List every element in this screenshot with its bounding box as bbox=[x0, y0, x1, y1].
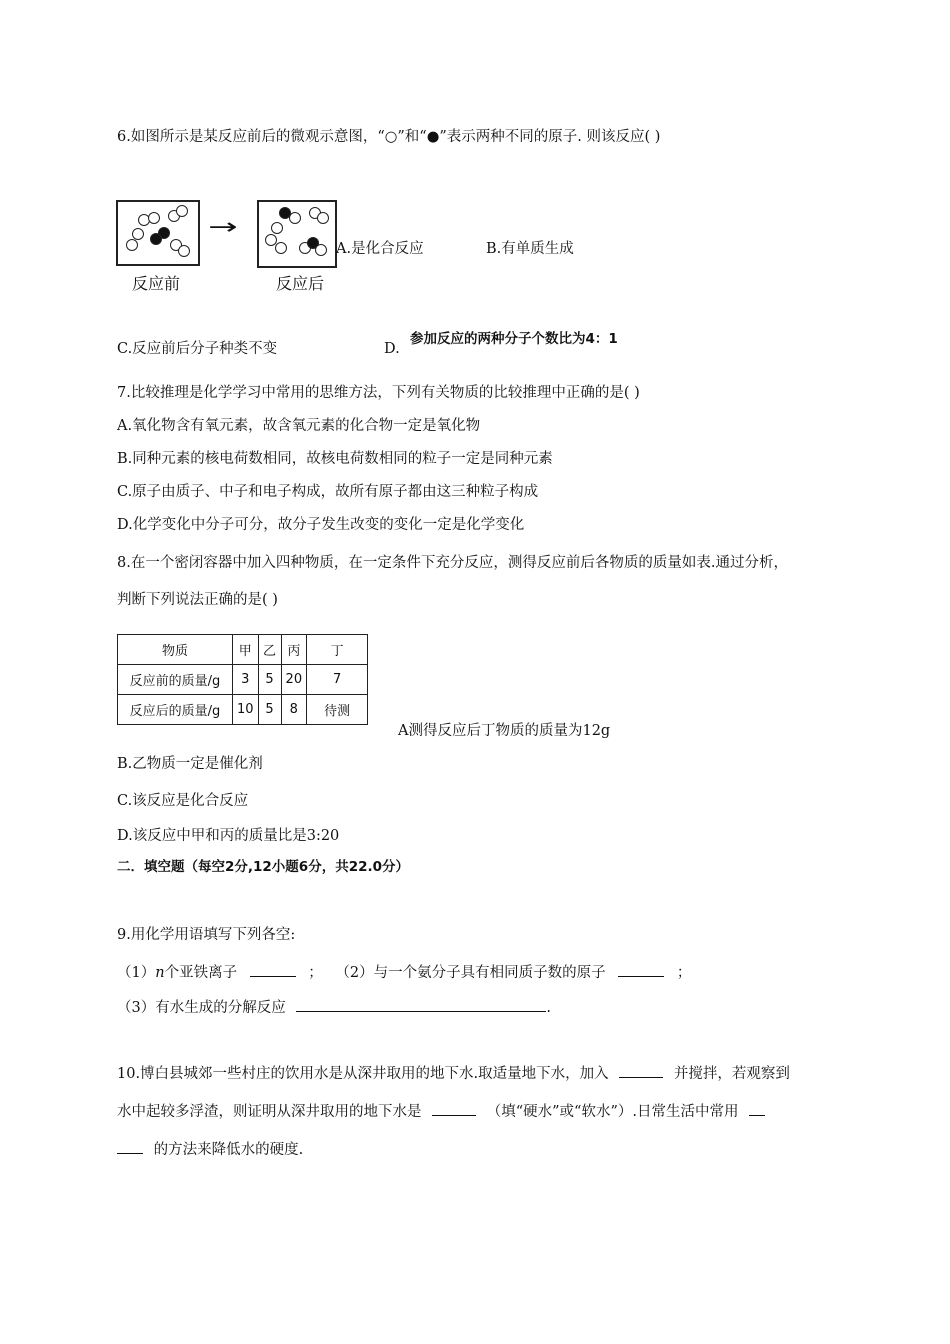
table-cell: 3 bbox=[233, 665, 259, 695]
table-header-row bbox=[118, 635, 368, 665]
q10-line1-a: 10.博白县城郊一些村庄的饮用水是从深井取用的地下水.取适量地下水，加入 bbox=[117, 1066, 609, 1082]
q7-stem: 7.比较推理是化学学习中常用的思维方法，下列有关物质的比较推理中正确的是( ) bbox=[117, 385, 640, 401]
table-header-cell: 甲 bbox=[233, 635, 259, 665]
q7-option-c: C.原子由质子、中子和电子构成，故所有原子都由这三种粒子构成 bbox=[117, 484, 539, 500]
q8-option-b: B.乙物质一定是催化剂 bbox=[117, 756, 263, 772]
table-cell: 5 bbox=[258, 665, 281, 695]
table-cell: 反应前的质量/g bbox=[118, 665, 233, 695]
q9-row1 bbox=[117, 962, 691, 983]
q6-option-a: A.是化合反应 bbox=[336, 241, 424, 257]
white-atom bbox=[176, 205, 188, 217]
q9-part1-var: n bbox=[155, 965, 165, 981]
table-cell: 待测 bbox=[307, 695, 368, 725]
white-atom bbox=[275, 242, 287, 254]
q9-blank-1[interactable] bbox=[250, 962, 296, 977]
table-cell: 7 bbox=[307, 665, 368, 695]
q10-line2 bbox=[117, 1101, 765, 1122]
q9-sep-1: ； bbox=[308, 965, 323, 981]
q10-blank-1[interactable] bbox=[619, 1063, 663, 1078]
q9-stem: 9.用化学用语填写下列各空: bbox=[117, 927, 296, 943]
q7-option-d: D.化学变化中分子可分，故分子发生改变的变化一定是化学变化 bbox=[117, 517, 525, 533]
table-header-cell: 丁 bbox=[307, 635, 368, 665]
q10-line2-b: （填“硬水”或“软水”）.日常生活中常用 bbox=[486, 1104, 739, 1120]
q6-option-d: 参加反应的两种分子个数比为4：1 bbox=[410, 331, 618, 347]
q9-part2-text: （2）与一个氨分子具有相同质子数的原子 bbox=[335, 965, 606, 981]
q7-option-b: B.同种元素的核电荷数相同，故核电荷数相同的粒子一定是同种元素 bbox=[117, 451, 553, 467]
q9-part1-prefix: （1） bbox=[117, 965, 156, 981]
white-atom bbox=[132, 228, 144, 240]
reaction-after-box bbox=[257, 200, 337, 268]
table-row bbox=[118, 695, 368, 725]
white-atom bbox=[178, 245, 190, 257]
white-atom bbox=[271, 222, 283, 234]
after-label: 反应后 bbox=[276, 274, 325, 293]
q6-option-b: B.有单质生成 bbox=[486, 241, 574, 257]
q8-stem-line1: 8.在一个密闭容器中加入四种物质，在一定条件下充分反应，测得反应前后各物质的质量如表.通过分析， bbox=[117, 555, 788, 571]
q9-period: . bbox=[546, 1000, 551, 1016]
q7-option-a: A.氧化物含有氧元素，故含氧元素的化合物一定是氧化物 bbox=[117, 418, 481, 434]
q9-part3-text: （3）有水生成的分解反应 bbox=[117, 1000, 286, 1016]
table-header-cell: 物质 bbox=[118, 635, 233, 665]
q10-line2-a: 水中起较多浮渣，则证明从深井取用的地下水是 bbox=[117, 1104, 422, 1120]
white-atom bbox=[126, 239, 138, 251]
q8-option-d: D.该反应中甲和丙的质量比是3:20 bbox=[117, 828, 340, 844]
q8-option-a: A测得反应后丁物质的质量为12g bbox=[398, 723, 611, 739]
white-atom bbox=[315, 244, 327, 256]
before-label: 反应前 bbox=[132, 274, 181, 293]
q10-line3-text: 的方法来降低水的硬度. bbox=[153, 1142, 304, 1158]
q10-blank-2[interactable] bbox=[432, 1101, 476, 1116]
table-row bbox=[118, 665, 368, 695]
q10-blank-3a[interactable] bbox=[749, 1101, 765, 1116]
reaction-arrow: → bbox=[208, 215, 238, 240]
q9-blank-3[interactable] bbox=[296, 997, 546, 1012]
white-atom bbox=[317, 212, 329, 224]
table-cell: 5 bbox=[258, 695, 281, 725]
q9-part1-text: 个亚铁离子 bbox=[164, 965, 238, 981]
q10-line3 bbox=[117, 1139, 303, 1160]
section-title: 二．填空题（每空2分,12小题6分，共22.0分） bbox=[117, 859, 410, 875]
q9-row2 bbox=[117, 997, 551, 1018]
q6-stem: 6.如图所示是某反应前后的微观示意图，“○”和“●”表示两种不同的原子. 则该反应( ) bbox=[117, 129, 661, 145]
white-atom bbox=[148, 212, 160, 224]
q8-stem-line2: 判断下列说法正确的是( ) bbox=[117, 592, 278, 608]
reaction-before-box bbox=[116, 200, 200, 266]
q6-option-c: C.反应前后分子种类不变 bbox=[117, 341, 278, 357]
q6-option-d-letter: D. bbox=[384, 341, 400, 357]
table-cell: 20 bbox=[281, 665, 307, 695]
table-header-cell: 丙 bbox=[281, 635, 307, 665]
q9-blank-2[interactable] bbox=[618, 962, 664, 977]
q8-option-c: C.该反应是化合反应 bbox=[117, 793, 249, 809]
q10-line1 bbox=[117, 1063, 790, 1084]
table-cell: 8 bbox=[281, 695, 307, 725]
table-cell: 反应后的质量/g bbox=[118, 695, 233, 725]
black-atom bbox=[150, 233, 162, 245]
q9-sep-2: ； bbox=[676, 965, 692, 981]
table-cell: 10 bbox=[233, 695, 259, 725]
table-header-cell: 乙 bbox=[258, 635, 281, 665]
q10-blank-3b[interactable] bbox=[117, 1139, 143, 1154]
mass-table bbox=[117, 634, 368, 725]
q10-line1-b: 并搅拌，若观察到 bbox=[673, 1066, 790, 1082]
white-atom bbox=[289, 212, 301, 224]
